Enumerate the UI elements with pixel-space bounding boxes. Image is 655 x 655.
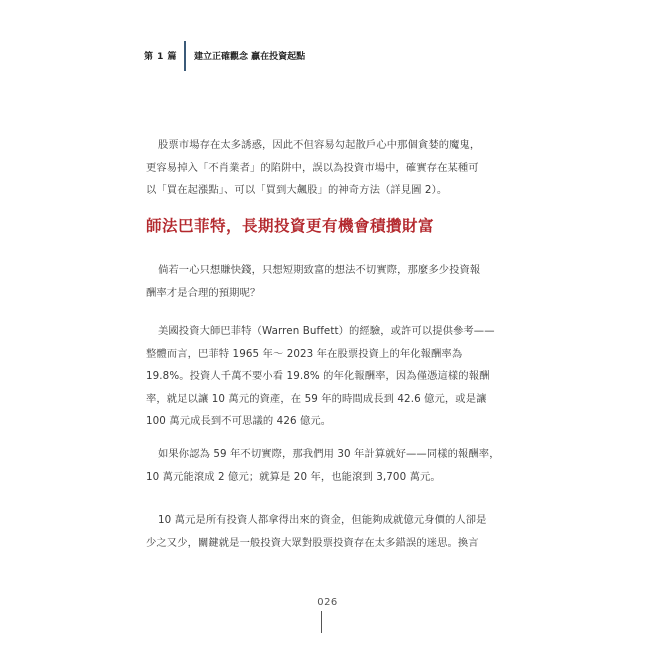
text-line: 整體而言，巴菲特 1965 年～ 2023 年在股票投資上的年化報酬率為	[146, 347, 463, 360]
text-line: 倘若一心只想賺快錢，只想短期致富的想法不切實際，那麼多少投資報	[158, 264, 481, 276]
part-label: 第 1 篇	[144, 51, 178, 62]
paragraph-2	[146, 259, 508, 304]
text-line: 10 萬元能滾成 2 億元；就算是 20 年，也能滾到 3,700 萬元。	[146, 470, 441, 483]
text-line: 更容易掉入「不肖業者」的陷阱中，誤以為投資市場中，確實存在某種可	[146, 161, 479, 174]
folio-divider	[321, 611, 322, 633]
text-line: 少之又少，關鍵就是一般投資大眾對股票投資存在太多錯誤的迷思。換言	[146, 536, 479, 549]
chapter-title: 建立正確觀念 贏在投資起點	[194, 51, 306, 62]
text-line: 股票市場存在太多誘惑，因此不但容易勾起散戶心中那個貪婪的魔鬼，	[158, 139, 481, 151]
text-line: 美國投資大師巴菲特（Warren Buffett）的經驗，或許可以提供參考——	[158, 325, 495, 337]
text-line: 如果你認為 59 年不切實際，那我們用 30 年計算就好——同樣的報酬率，	[158, 448, 500, 460]
paragraph-5	[146, 509, 508, 554]
text-line: 酬率才是合理的預期呢？	[146, 286, 261, 299]
paragraph-1	[146, 134, 508, 202]
running-header-chapter	[194, 47, 305, 63]
text-line: 10 萬元是所有投資人都拿得出來的資金，但能夠成就億元身價的人卻是	[158, 514, 487, 526]
text-line: 率，就足以讓 10 萬元的資產，在 59 年的時間成長到 42.6 億元，或是讓	[146, 392, 487, 405]
page-number: 026	[317, 597, 338, 608]
header-divider	[184, 41, 186, 71]
paragraph-4	[146, 443, 508, 488]
text-line: 100 萬元成長到不可思議的 426 億元。	[146, 415, 332, 427]
section-heading: 師法巴菲特，長期投資更有機會積攢財富	[146, 217, 435, 235]
text-line: 19.8%。投資人千萬不要小看 19.8% 的年化報酬率，因為僅憑這樣的報酬	[146, 370, 490, 382]
paragraph-3	[146, 320, 508, 433]
running-header	[144, 47, 177, 63]
text-line: 以「買在起漲點」、可以「買到大飆股」的神奇方法（詳見圖 2）。	[146, 184, 448, 196]
